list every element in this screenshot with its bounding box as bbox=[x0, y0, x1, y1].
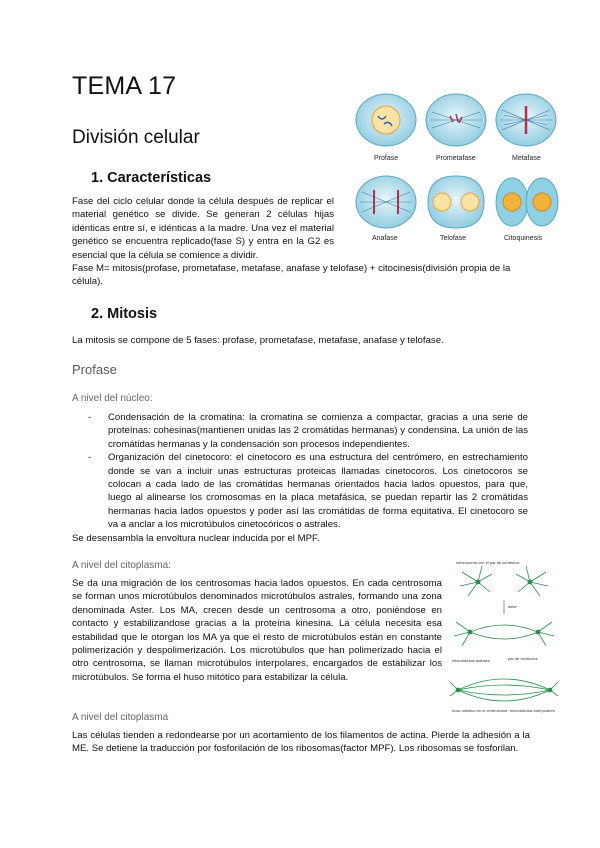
phase-label-metafase: Metafase bbox=[512, 155, 541, 162]
nucleo-heading: A nivel del núcleo: bbox=[72, 393, 153, 404]
metafase-cell bbox=[496, 94, 556, 146]
phase-label-anafase: Anafase bbox=[372, 235, 398, 242]
citoquinesis-cell bbox=[496, 178, 558, 226]
telofase-cell bbox=[428, 176, 484, 228]
section-heading-caracteristicas: 1. Características bbox=[91, 170, 212, 186]
phase-label-telofase: Telofase bbox=[440, 235, 467, 242]
nucleo-list bbox=[88, 411, 528, 532]
profase-cell bbox=[356, 94, 416, 146]
page-title: TEMA 17 bbox=[72, 72, 177, 100]
phase-label-profase: Profase bbox=[374, 155, 399, 162]
citoplasma-heading-2: A nivel del citoplasma bbox=[72, 712, 169, 723]
aster-label-1: aster bbox=[508, 604, 517, 609]
envoltura-text: Se desensambla la envoltura nuclear inducida por el MPF. bbox=[72, 533, 320, 544]
profase-heading: Profase bbox=[72, 362, 117, 377]
aster-label-3: par de centriolos bbox=[508, 656, 538, 661]
list-item: - Condensación de la cromatina: la cromatina se comienza a compactar, gracias a una serie de proteínas: cohesinas(mantienen unidas las 2 cromátidas hermanas) y condensina. La unión de las cromátidas hermanas y la condensación son procesos independientes. bbox=[88, 412, 528, 450]
aster-label-0: centrosoma con el par de centriolos bbox=[456, 560, 520, 565]
aster-top bbox=[460, 566, 548, 596]
bullet: - bbox=[88, 452, 92, 464]
phase-label-citoquinesis: Citoquinesis bbox=[504, 235, 543, 242]
aster-middle bbox=[454, 622, 554, 646]
citoplasma-heading-1: A nivel del citoplasma: bbox=[72, 560, 171, 571]
aster-spindle-figure bbox=[448, 556, 560, 716]
mitosis-phases-figure bbox=[352, 88, 560, 246]
subtitle: División celular bbox=[72, 127, 200, 148]
mitosis-intro: La mitosis se compone de 5 fases: profase, prometafase, metafase, anafase y telofase. bbox=[72, 335, 444, 346]
spindle-bottom bbox=[450, 679, 558, 701]
citoplasma-paragraph-1: Se da una migración de los centrosomas hacia lados opuestos. En cada centrosoma se forman unos microtúbulos denominados microtúbulos astrales, formando una zona denominada Aster. Los MA, crecen desde un centrosoma a otro, poniéndose en contacto y estabilizandose gracias a la proteína kinesina. La célula necesita esa estabilidad que le otorgan los MA ya que el resto de microtúbulos están en constante polimerización y despolimerización. Los microtúbulos que han polimerizado hacia el otro centrosoma, se llaman microtúbulos interpolares, encargados de estabilizar los microtúbulos. Se forma el huso mitótico para estabilizar la célula. bbox=[72, 578, 442, 683]
aster-label-5: microtúbulos interpolares bbox=[510, 708, 555, 713]
prometafase-cell bbox=[426, 94, 486, 146]
list-item: - Organización del cinetocoro: el cinetocoro es una estructura del centrómero, en estrechamiento donde se van a incluir unas estructuras proteicas llamadas cinetocoros. Los cinetocoros se colocan a cada lado de las cromátidas hermanas orientados hacia lados opuestos, para que, luego al alinearse los cromosomas en la placa metafásica, se puedan repartir las 2 cromátidas hermanas hacia lados opuestos y poder así las cromátidas de forma equitativa. El cinetocoro se va a anclar a los microtúbulos cinetocóricos o astrales. bbox=[88, 452, 528, 531]
aster-label-2: microtúbulos astrales bbox=[452, 658, 490, 663]
section-heading-mitosis: 2. Mitosis bbox=[91, 306, 158, 322]
fase-m-paragraph: Fase M= mitosis(profase, prometafase, metafase, anafase y telofase) + citocinesis(división propia de la célula). bbox=[72, 263, 511, 288]
phase-label-prometafase: Prometafase bbox=[436, 155, 476, 162]
citoplasma-paragraph-2: Las células tienden a redondearse por un acortamiento de los filamentos de actina. Pierde la adhesión a la ME. Se detiene la traducción por fosforilación de los ribosomas(factor MPF). Los ribosomas se fosforilan. bbox=[72, 730, 530, 755]
anafase-cell bbox=[356, 176, 416, 228]
caracteristicas-paragraph: Fase del ciclo celular donde la célula después de replicar el material genético se divide. Se generan 2 células hijas idénticas entre sí, e idénticas a la madre. Una vez el material genético se encuentra replicado(fase S) y entra en la G2 es esencial que la célula se comience a dividir. bbox=[72, 196, 334, 261]
bullet: - bbox=[88, 412, 92, 423]
aster-label-4: huso mitótico en el centrosoma bbox=[452, 708, 508, 713]
